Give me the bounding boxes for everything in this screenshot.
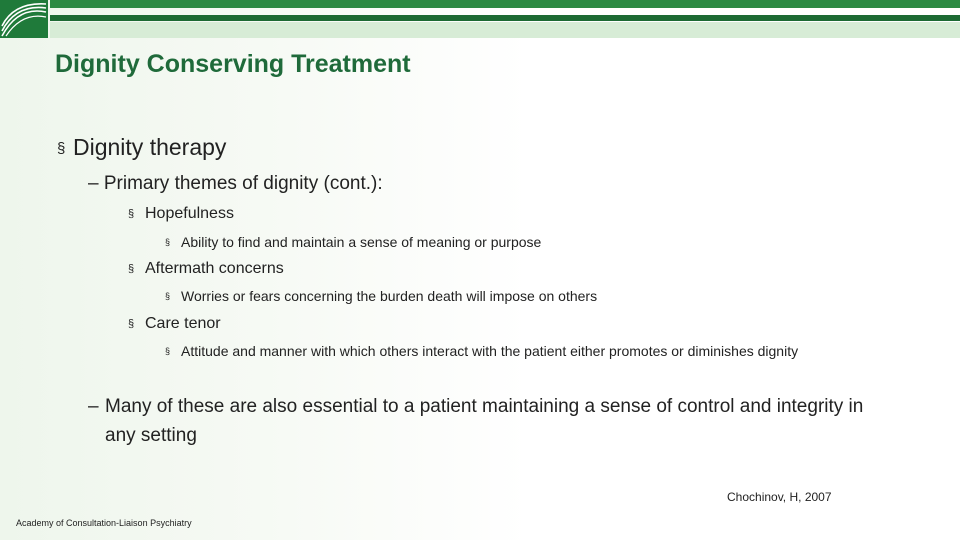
dash-marker: –	[88, 173, 99, 194]
theme-item-hopefulness	[128, 205, 234, 223]
level2-bullet-themes	[88, 173, 383, 195]
theme-detail-care-tenor	[165, 340, 885, 362]
bullet-marker: §	[165, 237, 171, 247]
theme-item-aftermath	[128, 260, 284, 278]
bullet-marker: §	[165, 291, 171, 301]
bullet-marker: §	[165, 346, 171, 356]
arc-swoosh-logo-icon	[0, 0, 48, 38]
header-bar-dark	[50, 15, 960, 21]
bullet-marker: §	[128, 208, 135, 220]
footer-organization: Academy of Consultation-Liaison Psychiatry	[16, 518, 192, 528]
theme-detail: Attitude and manner with which others interact with the patient either promotes or diminishes dignity	[181, 343, 799, 359]
header-bar-top	[50, 0, 960, 8]
dash-marker: –	[88, 396, 99, 417]
level2-text: Many of these are also essential to a patient maintaining a sense of control and integrity in any setting	[105, 396, 864, 446]
bullet-marker: §	[128, 318, 135, 330]
theme-detail: Ability to find and maintain a sense of meaning or purpose	[181, 234, 542, 250]
level2-bullet-essential	[88, 392, 898, 450]
theme-item-care-tenor	[128, 315, 221, 333]
slide-title: Dignity Conserving Treatment	[55, 50, 411, 78]
bullet-marker: §	[128, 263, 135, 275]
theme-label: Hopefulness	[145, 205, 234, 222]
logo-icon	[0, 0, 48, 38]
level1-bullet	[57, 134, 226, 161]
citation: Chochinov, H, 2007	[727, 490, 832, 504]
level1-text: Dignity therapy	[73, 134, 227, 160]
theme-detail-hopefulness	[165, 231, 865, 253]
theme-label: Aftermath concerns	[145, 260, 284, 277]
theme-detail-aftermath	[165, 285, 865, 307]
bullet-marker: §	[57, 140, 66, 157]
theme-label: Care tenor	[145, 315, 221, 332]
theme-detail: Worries or fears concerning the burden death will impose on others	[181, 288, 598, 304]
header-bar-light	[50, 22, 960, 38]
level2-text: Primary themes of dignity (cont.):	[103, 173, 383, 194]
